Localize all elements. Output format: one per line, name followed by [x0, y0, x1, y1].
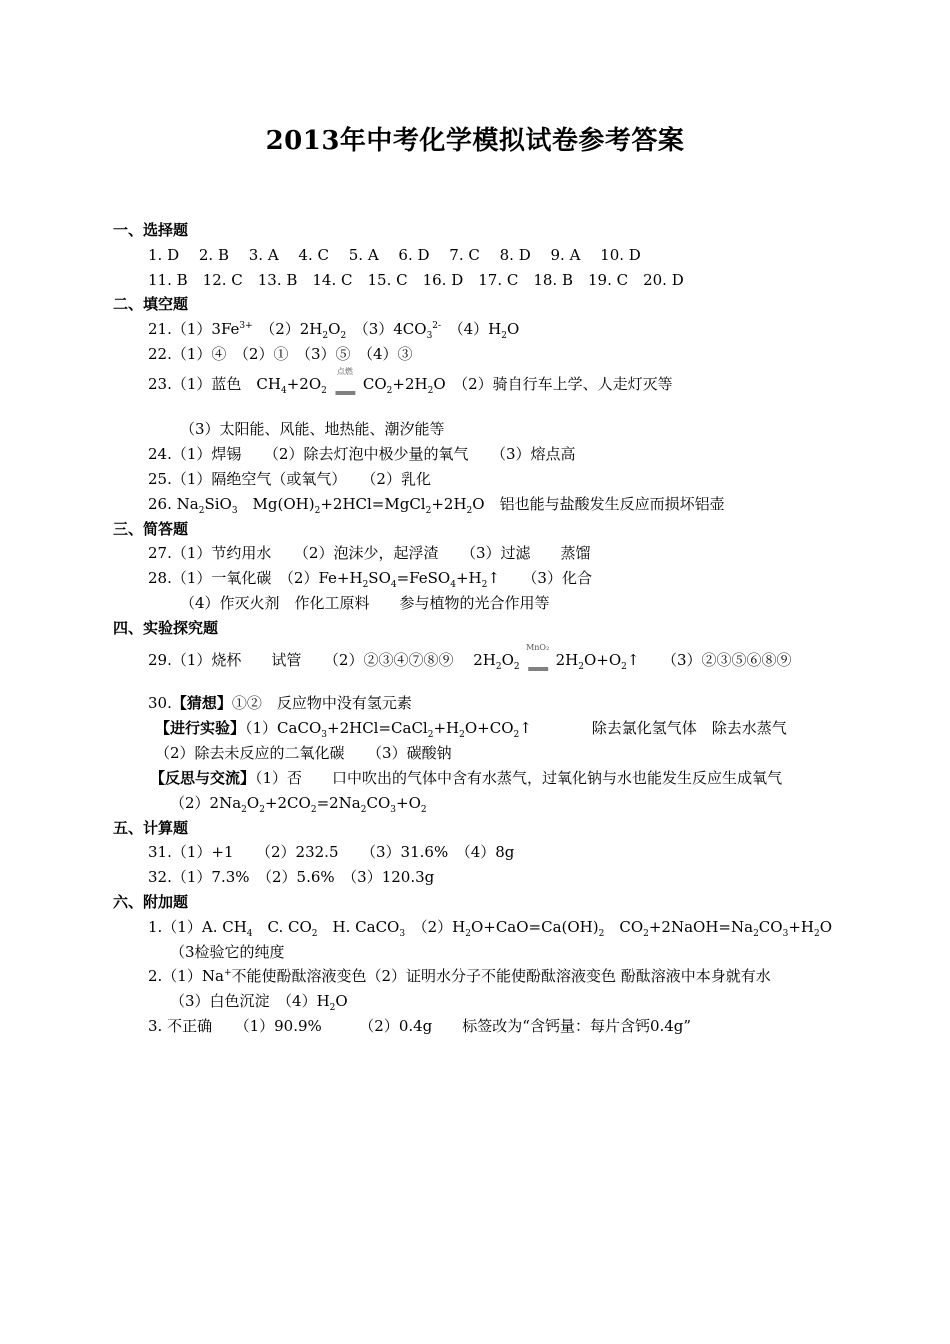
answer-21: $21.(1)3Fe^{3+}$ $(2)2H_2O_2$ $(3)4CO_3^{2-}$ $(4)H_2O$ [148, 320, 520, 341]
reaction-condition-catalyst: MnO₂ ═══ [526, 643, 550, 676]
answer-26: 26. $Na_2SiO_3$ $Mg(OH)_2+2HCl=MgCl_2+2H_2O$ 铝也能与盐酸发生反应而损坏铝壶 [148, 495, 725, 516]
bonus-answer-1: 1.（1）A. $CH_4$ C. $CO_2$ H. CaCO$_3$ $(2)H_2O+CaO=Ca(OH)_2$ $CO_2+2NaOH=Na_2CO_3+H_2O$ [148, 918, 833, 939]
reaction-condition-ignite: 点燃 ═══ [335, 367, 355, 400]
answer-30-reflection: 【反思与交流】（1）否 口中吹出的气体中含有水蒸气，过氧化钠与水也能发生反应生成氧气 [150, 769, 783, 787]
answer-29: 29.（1）烧杯 试管 （2）②③④⑦⑧⑨ $2H_2O_2$ MnO₂ ═══ $2H_2O+O_2↑$ （3）②③⑤⑥⑧⑨ [148, 643, 792, 676]
answer-30-experiment-2: （2）除去未反应的二氧化碳 （3）碳酸钠 [155, 744, 452, 762]
section-heading-bonus: 六、附加题 [113, 893, 189, 911]
answer-30-experiment: 【进行实验】$(1)CaCO_3+2HCl=CaCl_2+H_2O+CO_2↑$ 除去氯化氢气体 除去水蒸气 [155, 719, 787, 740]
bonus-answer-2-part3: （3）白色沉淀 $(4)H_2O$ [170, 992, 348, 1013]
page-title: 2013年中考化学模拟试卷参考答案 [265, 126, 685, 156]
answer-23: 23.（1）蓝色 $CH_4+2O_2$ 点燃 ═══ $CO_2+2H_2O$ （2）骑自行车上学、人走灯灭等 [148, 367, 673, 400]
section-heading-choice: 一、选择题 [113, 221, 189, 239]
answer-28-part4: （4）作灭火剂 作化工原料 参与植物的光合作用等 [180, 594, 550, 612]
answer-27: 27.（1）节约用水 （2）泡沫少，起浮渣 （3）过滤 蒸馏 [148, 544, 591, 562]
section-heading-experiment: 四、实验探究题 [113, 619, 219, 637]
bonus-answer-2: 2.（1）Na+不能使酚酞溶液变色（2）证明水分子不能使酚酞溶液变色 酚酞溶液中本身就有水 [148, 967, 771, 985]
section-heading-calculation: 五、计算题 [113, 819, 189, 837]
answer-28: 28.（1）一氧化碳 $(2)Fe+H_2SO_4=FeSO_4+H_2↑$ （3）化合 [148, 569, 592, 590]
section-heading-fill: 二、填空题 [113, 295, 189, 313]
answer-row-1-10: 1. D 2. B 3. A 4. C 5. A 6. D 7. C 8. D 9. A 10. D [148, 246, 641, 264]
answer-30-reflection-2: $(2)2Na_2O_2+2CO_2=2Na_2CO_3+O_2$ [170, 794, 427, 815]
answer-22: 22.（1）④ （2）① （3）⑤ （4）③ [148, 345, 413, 363]
bonus-answer-1-part3: （3检验它的纯度 [170, 943, 285, 961]
answer-30-hypothesis: 30.【猜想】①② 反应物中没有氢元素 [148, 694, 412, 712]
bonus-answer-3: 3. 不正确 （1）90.9% （2）0.4g 标签改为“含钙量：每片含钙0.4g” [148, 1017, 692, 1035]
answer-24: 24.（1）焊锡 （2）除去灯泡中极少量的氧气 （3）熔点高 [148, 445, 576, 463]
answer-32: 32.（1）7.3% （2）5.6% （3）120.3g [148, 868, 435, 886]
answer-31: 31.（1）+1 （2）232.5 （3）31.6% （4）8g [148, 843, 515, 861]
answer-23-part3: （3）太阳能、风能、地热能、潮汐能等 [180, 420, 445, 438]
answer-row-11-20: 11. B 12. C 13. B 14. C 15. C 16. D 17. C 18. B 19. C 20. D [148, 271, 684, 289]
answer-25: 25.（1）隔绝空气（或氧气） （2）乳化 [148, 470, 431, 488]
section-heading-short-answer: 三、简答题 [113, 520, 189, 538]
